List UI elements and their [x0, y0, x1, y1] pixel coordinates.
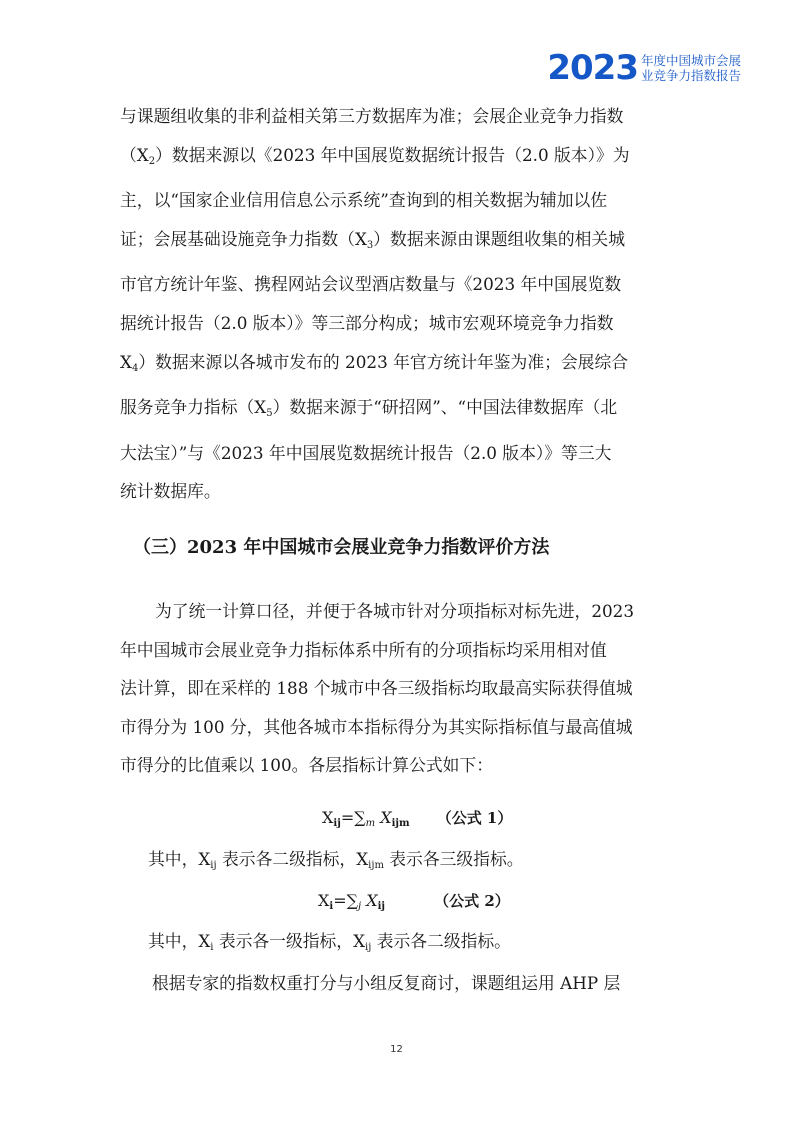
formula-operator: =∑	[333, 891, 359, 910]
text-line: 表示各一级指标，X	[213, 931, 366, 951]
text-line: X	[120, 351, 132, 372]
text-line: 与课题组收集的非利益相关第三方数据库为准；会展企业竞争力指数	[120, 106, 624, 126]
formula-2-explanation	[148, 922, 511, 968]
formula-operator: =∑	[340, 808, 366, 827]
text-line: 法计算，即在采样的 188 个城市中各三级指标均取最高实际获得值城	[120, 678, 633, 699]
formula-symbol: X	[318, 891, 330, 910]
paragraph-data-sources	[120, 97, 676, 511]
formula-1	[322, 803, 512, 839]
subscript: 4	[131, 362, 139, 374]
brand-title-line1: 年度中国城市会展	[640, 53, 741, 68]
text-line: 统计数据库。	[120, 481, 221, 502]
text-line: 市官方统计年鉴、携程网站会议型酒店数量与《2023 年中国展览数	[120, 274, 622, 295]
subscript: ij	[377, 901, 386, 912]
brand-title	[641, 53, 741, 83]
formula-1-explanation	[148, 840, 524, 886]
subscript: m	[365, 818, 376, 829]
brand-title-line2: 业竞争力指数报告	[640, 68, 741, 83]
subscript: 3	[366, 239, 374, 251]
subscript: ijm	[368, 860, 384, 871]
text-line: 表示各三级指标。	[383, 849, 524, 869]
section-heading: （三）2023 年中国城市会展业竞争力指数评价方法	[133, 537, 550, 558]
text-line: ）数据来源以各城市发布的 2023 年官方统计年鉴为准；会展综合	[138, 351, 629, 372]
report-brand-logo	[547, 48, 741, 88]
text-line: 市得分的比值乘以 100。各层指标计算公式如下：	[120, 755, 493, 776]
subscript: ij	[210, 860, 217, 871]
body-text-method	[120, 592, 676, 785]
formula-symbol: X	[380, 808, 392, 827]
subscript: 5	[266, 408, 273, 420]
paragraph-ahp: 根据专家的指数权重打分与小组反复商讨，课题组运用 AHP 层	[152, 973, 621, 993]
text-line: 服务竞争力指标（X	[120, 397, 267, 418]
text-line: 市得分为 100 分，其他各城市本指标得分为其实际指标值与最高值城	[120, 716, 633, 737]
subscript: ij	[365, 942, 372, 953]
formula-label: （公式 2）	[434, 892, 510, 910]
paragraph-method	[120, 592, 676, 785]
formula-label: （公式 1）	[436, 809, 513, 827]
subscript: i	[210, 942, 214, 953]
text-line: ）数据来源以《2023 年中国展览数据统计报告（2.0 版本）》为	[155, 144, 630, 165]
formula-symbol: X	[366, 891, 378, 910]
text-line: 表示各二级指标，X	[216, 849, 369, 869]
brand-year: 2023	[547, 48, 638, 88]
subscript: ijm	[391, 818, 410, 829]
page-number: 12	[390, 1044, 403, 1055]
text-line: 据统计报告（2.0 版本）》等三部分构成；城市宏观环境竞争力指数	[120, 312, 614, 333]
text-line: 其中，X	[148, 849, 211, 869]
subscript: i	[329, 901, 334, 912]
text-line: （X	[120, 144, 149, 165]
text-line: 证；会展基础设施竞争力指数（X	[120, 228, 367, 249]
text-line: 为了统一计算口径，并便于各城市针对分项指标对标先进，2023	[155, 601, 635, 621]
formula-symbol: X	[322, 808, 334, 827]
text-line: ）数据来源于“研招网”、“中国法律数据库（北	[272, 397, 618, 418]
text-line: 主，以“国家企业信用信息公示系统”查询到的相关数据为辅加以佐	[120, 190, 608, 211]
text-line: 其中，X	[148, 931, 211, 951]
text-line: ）数据来源由课题组收集的相关城	[373, 228, 625, 249]
subscript: j	[358, 901, 362, 912]
text-line: 表示各二级指标。	[371, 931, 511, 951]
subscript: 2	[148, 155, 156, 167]
text-line: 年中国城市会展业竞争力指标体系中所有的分项指标均采用相对值	[120, 639, 607, 660]
text-line: 大法宝）”与《2023 年中国展览数据统计报告（2.0 版本）》等三大	[120, 442, 612, 463]
subscript: ij	[333, 818, 341, 829]
formula-2	[318, 886, 510, 922]
body-text-top	[120, 97, 676, 511]
